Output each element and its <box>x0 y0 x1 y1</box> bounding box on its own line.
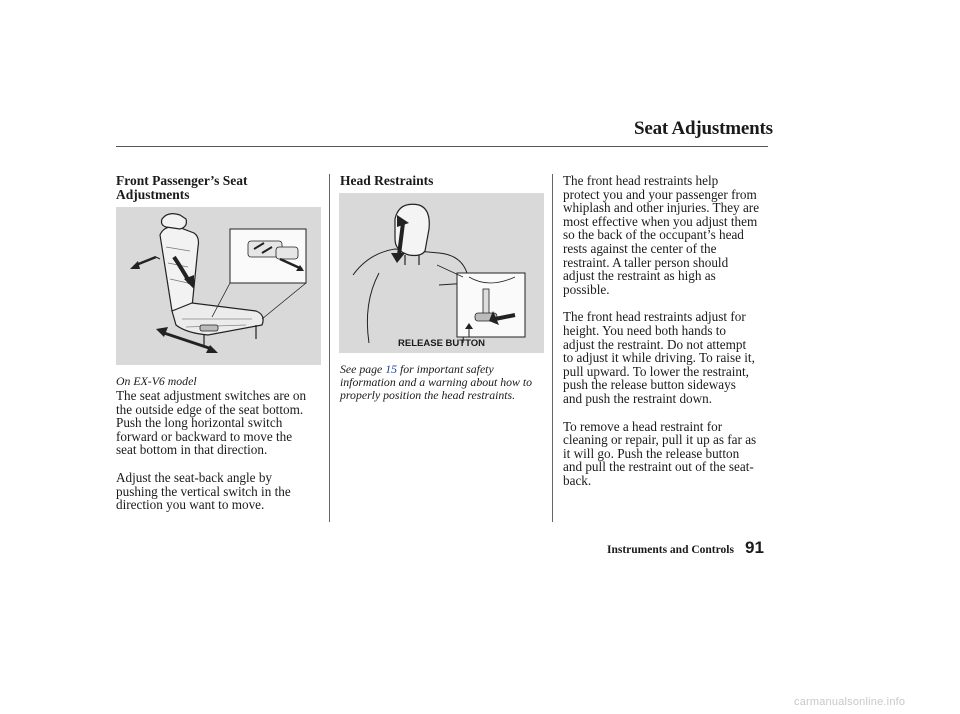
header-rule <box>116 146 768 147</box>
paragraph <box>116 389 326 457</box>
head-restraints-heading: Head Restraints <box>340 173 434 188</box>
paragraph <box>116 471 326 512</box>
text-line: direction you want to move. <box>116 497 265 513</box>
note-line: information and a warning about how to <box>340 375 533 389</box>
text-line: rests against the center of the <box>563 240 717 256</box>
page-number: 91 <box>745 538 764 557</box>
release-button-label: RELEASE BUTTON <box>398 338 485 349</box>
column-divider-right <box>552 174 553 522</box>
front-passenger-seat-heading <box>116 174 247 202</box>
text-line: Adjust the seat-back angle by <box>116 469 273 485</box>
paragraph <box>563 420 773 488</box>
text-line: and pull the restraint out of the seat- <box>563 459 754 475</box>
text-line: restraint. A taller person should <box>563 254 729 270</box>
safety-note <box>340 363 552 402</box>
footer-section-label: Instruments and Controls <box>607 544 734 556</box>
heading-line-2: Adjustments <box>116 187 190 202</box>
text-line: so the back of the occupant’s head <box>563 227 744 243</box>
section-title: Seat Adjustments <box>634 118 773 139</box>
page-15-link[interactable]: 15 <box>385 362 398 376</box>
text-line: pushing the vertical switch in the <box>116 483 291 499</box>
text-line: seat bottom in that direction. <box>116 442 268 458</box>
text-line: To remove a head restraint for <box>563 418 723 434</box>
note-prefix: See page <box>340 362 383 376</box>
note-suffix: for important safety <box>399 362 494 376</box>
text-line: pull upward. To lower the restraint, <box>563 363 749 379</box>
head-restraint-text <box>563 174 773 487</box>
heading-line-1: Front Passenger’s Seat <box>116 173 248 188</box>
text-line: forward or backward to move the <box>116 428 293 444</box>
text-line: it will go. Push the release button <box>563 445 740 461</box>
text-line: push the release button sideways <box>563 377 736 393</box>
text-line: adjust the restraint as high as <box>563 268 716 284</box>
model-caption: On EX-V6 model <box>116 374 197 388</box>
text-line: possible. <box>563 281 610 297</box>
text-line: The front head restraints adjust for <box>563 309 746 325</box>
text-line: back. <box>563 472 592 488</box>
column-divider-left <box>329 174 330 522</box>
text-line: adjust the restraint. Do not attempt <box>563 336 747 352</box>
text-line: Push the long horizontal switch <box>116 415 283 431</box>
head-restraint-figure <box>339 193 544 353</box>
paragraph <box>563 310 773 405</box>
text-line: and push the restraint down. <box>563 390 713 406</box>
text-line: whiplash and other injuries. They are <box>563 200 760 216</box>
seat-adjustment-text <box>116 389 326 512</box>
seat-illustration <box>116 207 321 365</box>
text-line: cleaning or repair, pull it up as far as <box>563 432 757 448</box>
watermark: carmanualsonline.info <box>794 696 906 708</box>
paragraph <box>563 174 773 296</box>
text-line: height. You need both hands to <box>563 322 727 338</box>
text-line: to adjust it while driving. To raise it, <box>563 350 755 366</box>
note-line: properly position the head restraints. <box>340 388 516 402</box>
text-line: The front head restraints help <box>563 173 719 188</box>
text-line: The seat adjustment switches are on <box>116 388 307 403</box>
text-line: the outside edge of the seat bottom. <box>116 401 304 417</box>
text-line: protect you and your passenger from <box>563 186 757 202</box>
head-restraint-illustration <box>339 193 544 353</box>
seat-adjustment-figure <box>116 207 321 365</box>
text-line: most effective when you adjust them <box>563 213 758 229</box>
